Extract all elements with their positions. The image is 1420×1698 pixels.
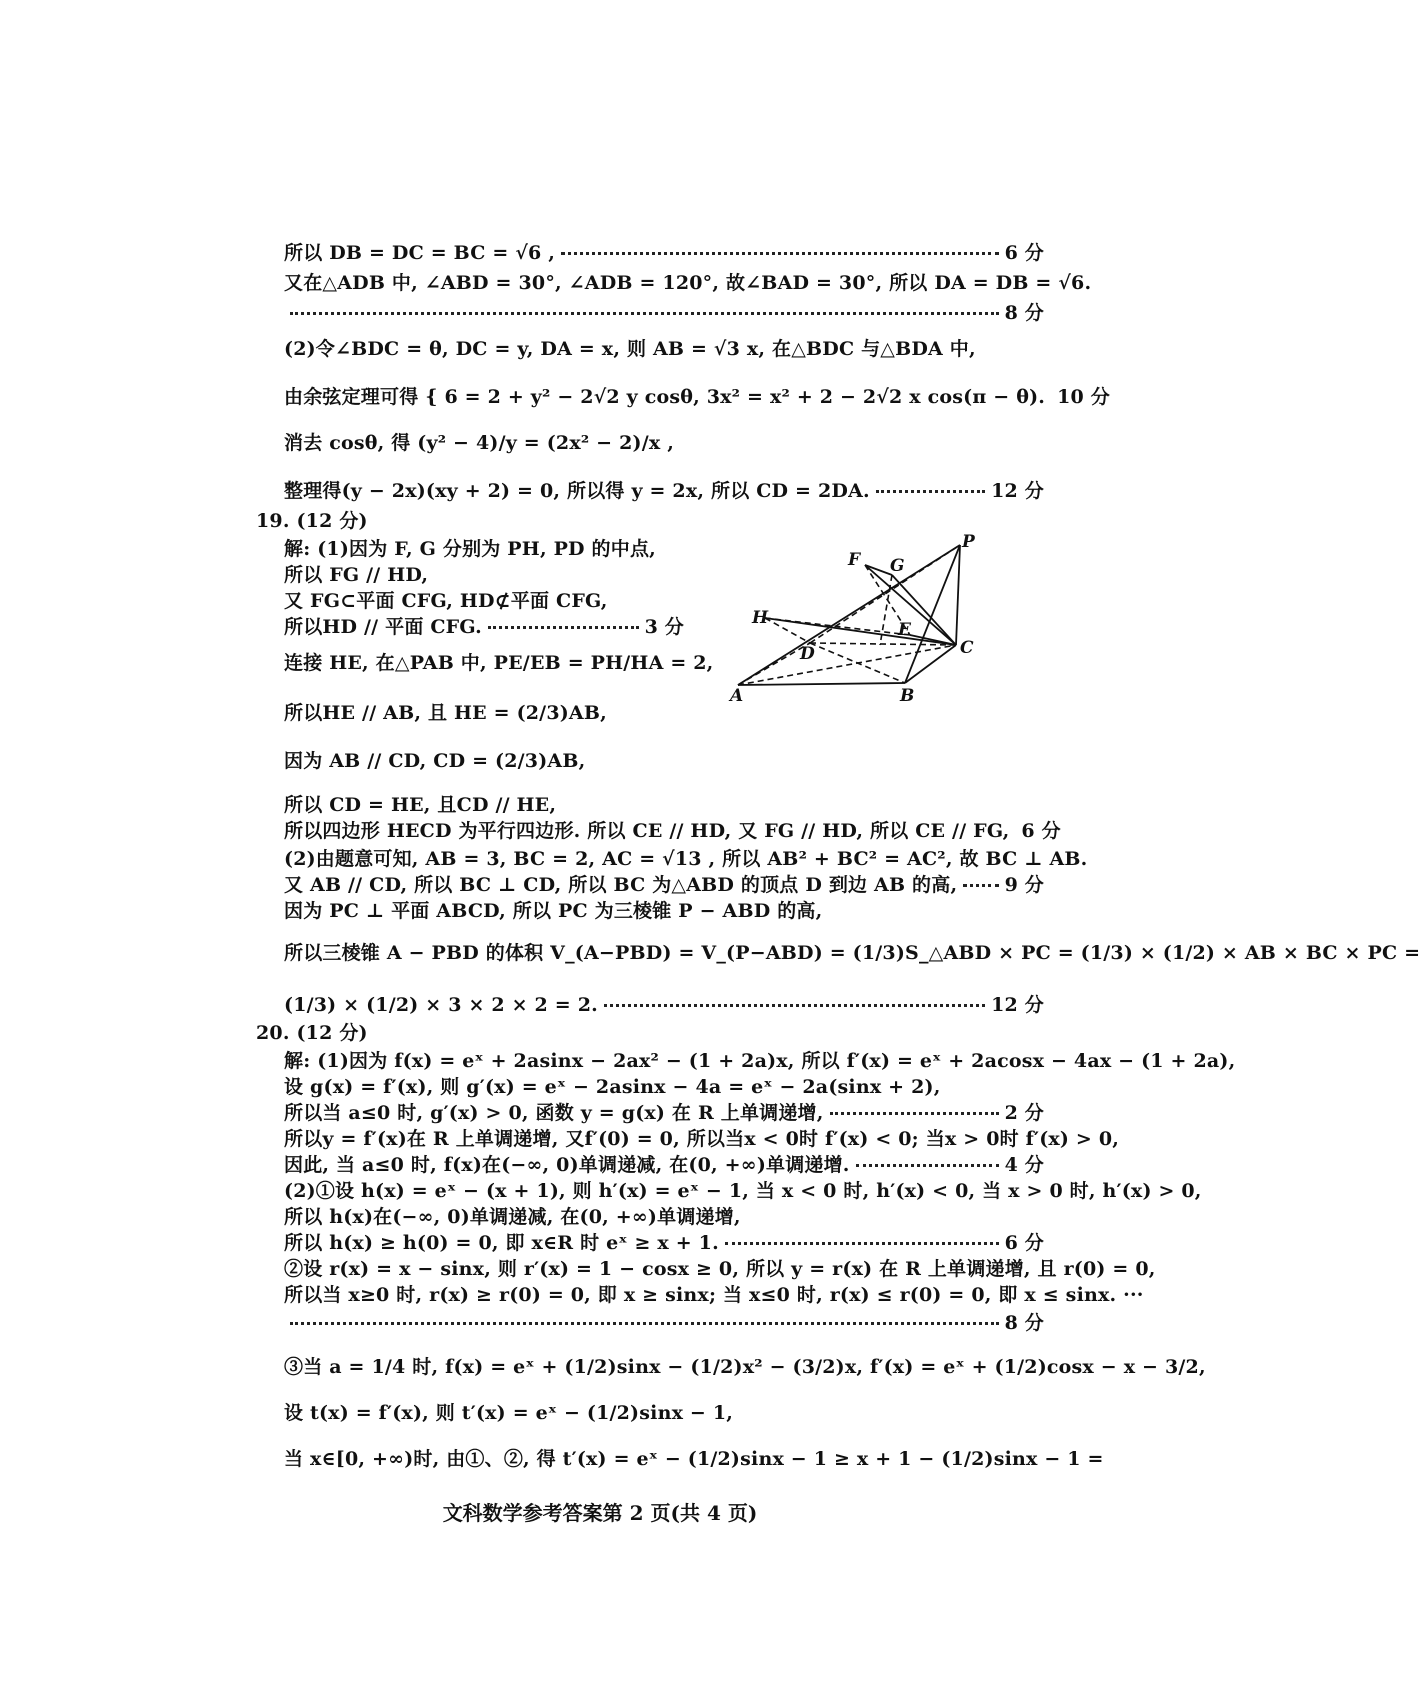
leader-dots <box>876 490 985 493</box>
score-mark: 12 分 <box>991 480 1044 502</box>
label-A: A <box>730 686 744 706</box>
line-text: (2)令∠BDC = θ, DC = y, DA = x, 则 AB = √3 x, 在△BDC 与△BDA 中, <box>284 338 976 360</box>
text-line <box>284 478 1044 504</box>
line-text: 所以 h(x) ≥ h(0) = 0, 即 x∈R 时 eˣ ≥ x + 1. <box>284 1232 719 1254</box>
score-mark: 8 分 <box>1004 302 1044 324</box>
edge-DC <box>810 643 956 645</box>
text-line <box>284 1204 1044 1230</box>
line-text: 19. (12 分) <box>256 510 368 532</box>
text-line <box>284 614 684 640</box>
line-text: ②设 r(x) = x − sinx, 则 r′(x) = 1 − cosx ≥ 0, 所以 y = r(x) 在 R 上单调递增, 且 r(0) = 0, <box>284 1258 1156 1280</box>
text-line <box>284 1126 1120 1152</box>
text-line <box>284 792 1044 818</box>
line-text: 因为 PC ⊥ 平面 ABCD, 所以 PC 为三棱锥 P − ABD 的高, <box>284 900 823 922</box>
edge-FG <box>865 565 892 575</box>
label-G: G <box>890 556 905 576</box>
leader-dots <box>725 1242 999 1245</box>
edge-AB <box>738 683 905 685</box>
line-text: 因此, 当 a≤0 时, f(x)在(−∞, 0)单调递减, 在(0, +∞)单调递增. <box>284 1154 850 1176</box>
line-text: 所以 DB = DC = BC = √6 , <box>284 242 556 264</box>
text-line <box>284 940 1420 966</box>
leader-dots <box>561 252 998 255</box>
text-line <box>284 748 684 774</box>
line-text: 又 AB // CD, 所以 BC ⊥ CD, 所以 BC 为△ABD 的顶点 D 到边 AB 的高, <box>284 874 958 896</box>
text-line <box>284 336 1044 362</box>
text-line <box>284 700 684 726</box>
text-line <box>284 1256 1156 1282</box>
leader-dots <box>830 1112 999 1115</box>
text-line <box>284 300 1044 326</box>
leader-dots <box>604 1004 985 1007</box>
score-mark: 4 分 <box>1004 1154 1044 1176</box>
text-line <box>256 1020 1016 1046</box>
text-line <box>256 508 1016 534</box>
label-B: B <box>900 686 915 706</box>
score-mark: 6 分 <box>1004 1232 1044 1254</box>
text-line <box>284 562 684 588</box>
line-text: 设 t(x) = f′(x), 则 t′(x) = eˣ − (1/2)sinx − 1, <box>284 1402 734 1424</box>
line-text: 所以y = f′(x)在 R 上单调递增, 又f′(0) = 0, 所以当x < 0时 f′(x) < 0; 当x > 0时 f′(x) > 0, <box>284 1128 1120 1150</box>
score-mark: 2 分 <box>1004 1102 1044 1124</box>
text-line <box>284 1282 1144 1308</box>
line-text: 又在△ADB 中, ∠ABD = 30°, ∠ADB = 120°, 故∠BAD = 30°, 所以 DA = DB = √6. <box>284 272 1092 294</box>
text-line <box>284 818 1061 844</box>
text-line <box>284 1100 1044 1126</box>
line-text: (2)①设 h(x) = eˣ − (x + 1), 则 h′(x) = eˣ − 1, 当 x < 0 时, h′(x) < 0, 当 x > 0 时, h′(x) > 0, <box>284 1180 1202 1202</box>
text-line <box>284 1310 1044 1336</box>
line-text: 所以 CD = HE, 且CD // HE, <box>284 794 557 816</box>
line-text: 所以HE // AB, 且 HE = (2/3)AB, <box>284 702 607 724</box>
text-line <box>284 992 1044 1018</box>
text-line <box>284 1074 1044 1100</box>
line-text: 所以三棱锥 A − PBD 的体积 V_(A−PBD) = V_(P−ABD) = (1/3)S_△ABD × PC = (1/3) × (1/2) × AB × BC × PC = <box>284 942 1420 964</box>
label-E: E <box>898 620 911 640</box>
line-text: 连接 HE, 在△PAB 中, PE/EB = PH/HA = 2, <box>284 652 714 674</box>
text-line <box>284 898 1044 924</box>
score-mark: 12 分 <box>991 994 1044 1016</box>
label-D: D <box>800 644 815 664</box>
pyramid-figure <box>730 532 1050 765</box>
text-line <box>284 1400 1044 1426</box>
text-line <box>284 1178 1202 1204</box>
line-text: 所以当 x≥0 时, r(x) ≥ r(0) = 0, 即 x ≥ sinx; 当 x≤0 时, r(x) ≤ r(0) = 0, 即 x ≤ sinx. ··· <box>284 1284 1144 1306</box>
line-text: (2)由题意可知, AB = 3, BC = 2, AC = √13 , 所以 AB² + BC² = AC², 故 BC ⊥ AB. <box>284 848 1088 870</box>
line-text: 消去 cosθ, 得 (y² − 4)/y = (2x² − 2)/x , <box>284 432 675 454</box>
leader-dots <box>290 1322 999 1325</box>
line-text: 又 FG⊂平面 CFG, HD⊄平面 CFG, <box>284 590 608 612</box>
text-line <box>284 1354 1206 1380</box>
leader-dots <box>290 312 999 315</box>
score-mark: 9 分 <box>1004 874 1044 896</box>
line-text: 所以HD // 平面 CFG. <box>284 616 482 638</box>
leader-dots <box>856 1164 999 1167</box>
edge-HE <box>765 618 910 635</box>
line-text: 设 g(x) = f′(x), 则 g′(x) = eˣ − 2asinx − 4a = eˣ − 2a(sinx + 2), <box>284 1076 941 1098</box>
line-text: (1/3) × (1/2) × 3 × 2 × 2 = 2. <box>284 994 598 1016</box>
text-line <box>284 846 1088 872</box>
line-text: 所以 h(x)在(−∞, 0)单调递减, 在(0, +∞)单调递增, <box>284 1206 741 1228</box>
line-text: 解: (1)因为 F, G 分别为 PH, PD 的中点, <box>284 538 656 560</box>
label-P: P <box>962 532 975 552</box>
line-text: ③当 a = 1/4 时, f(x) = eˣ + (1/2)sinx − (1/2)x² − (3/2)x, f′(x) = eˣ + (1/2)cosx − x − 3/2, <box>284 1356 1206 1378</box>
text-line <box>284 1048 1236 1074</box>
text-line <box>284 1230 1044 1256</box>
line-text: 20. (12 分) <box>256 1022 368 1044</box>
text-line <box>284 430 1044 456</box>
score-mark: 8 分 <box>1004 1312 1044 1334</box>
text-line <box>284 536 684 562</box>
edge-PC <box>956 545 960 645</box>
line-text: 所以四边形 HECD 为平行四边形. 所以 CE // HD, 又 FG // HD, 所以 CE // FG, <box>284 820 1010 842</box>
text-line <box>284 588 684 614</box>
score-mark: 10 分 <box>1057 386 1110 408</box>
label-F: F <box>848 550 861 570</box>
text-line <box>284 1446 1104 1472</box>
line-text: 所以当 a≤0 时, g′(x) > 0, 函数 y = g(x) 在 R 上单调递增, <box>284 1102 824 1124</box>
text-line <box>284 650 714 676</box>
page-footer: 文科数学参考答案第 2 页(共 4 页) <box>442 1501 758 1525</box>
label-H: H <box>752 608 769 628</box>
text-line <box>284 872 1044 898</box>
edge-HC <box>765 618 956 645</box>
score-mark: 6 分 <box>1021 820 1061 842</box>
label-C: C <box>960 638 974 658</box>
text-line <box>284 384 1110 410</box>
score-mark: 3 分 <box>644 616 684 638</box>
line-text: 整理得(y − 2x)(xy + 2) = 0, 所以得 y = 2x, 所以 CD = 2DA. <box>284 480 870 502</box>
line-text: 所以 FG // HD, <box>284 564 429 586</box>
score-mark: 6 分 <box>1004 242 1044 264</box>
line-text: 因为 AB // CD, CD = (2/3)AB, <box>284 750 586 772</box>
edge-DB <box>810 643 905 683</box>
line-text: 解: (1)因为 f(x) = eˣ + 2asinx − 2ax² − (1 + 2a)x, 所以 f′(x) = eˣ + 2acosx − 4ax − (1 + 2a), <box>284 1050 1236 1072</box>
leader-dots <box>488 626 639 629</box>
line-text: 当 x∈[0, +∞)时, 由①、②, 得 t′(x) = eˣ − (1/2)sinx − 1 ≥ x + 1 − (1/2)sinx − 1 = <box>284 1448 1104 1470</box>
line-text: 由余弦定理可得 { 6 = 2 + y² − 2√2 y cosθ, 3x² = x² + 2 − 2√2 x cos(π − θ). <box>284 386 1046 408</box>
text-line <box>284 270 1092 296</box>
text-line <box>284 1152 1044 1178</box>
leader-dots <box>963 884 998 887</box>
text-line <box>284 240 1044 266</box>
